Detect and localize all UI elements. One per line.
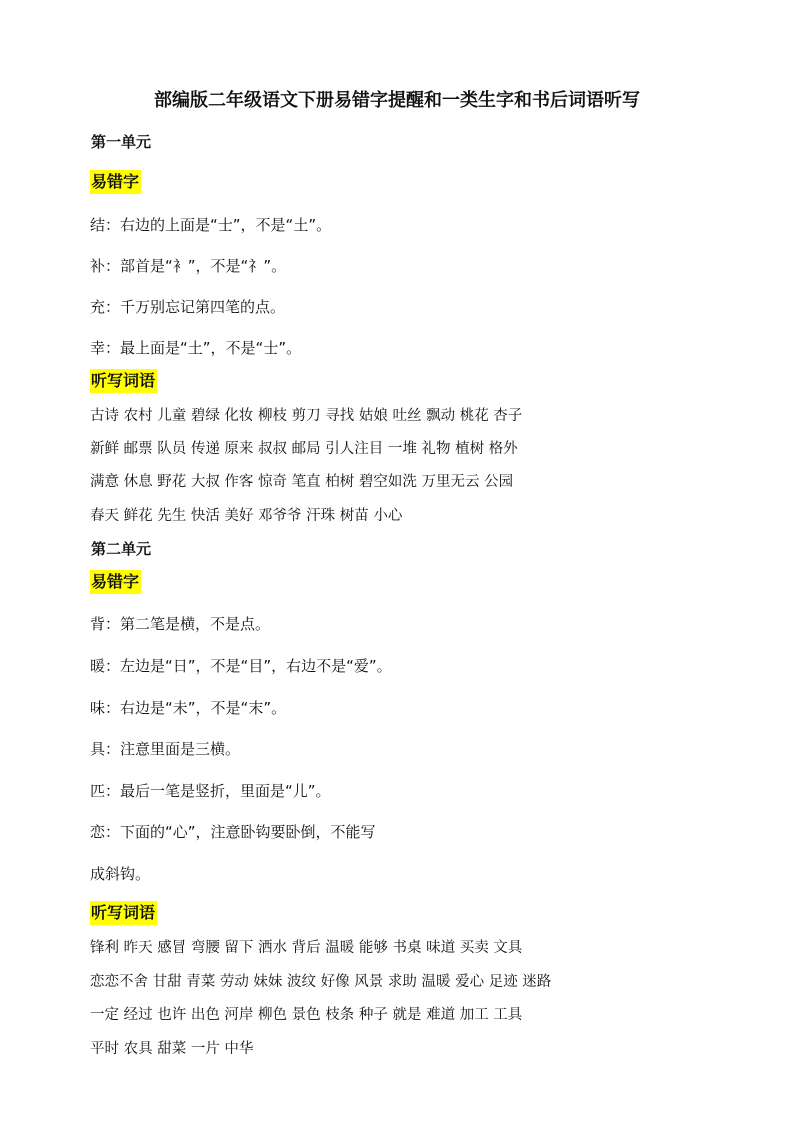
unit-2-heading: 第二单元 (91, 540, 152, 558)
unit-2-error-line: 具：注意里面是三横。 (90, 740, 241, 758)
unit-2-word-row: 锋利 昨天 感冒 弯腰 留下 洒水 背后 温暖 能够 书桌 味道 买卖 文具 (90, 940, 523, 956)
unit-1-error-line: 结：右边的上面是“士”，不是“土”。 (90, 216, 332, 234)
unit-1-word-row: 春天 鲜花 先生 快活 美好 邓爷爷 汗珠 树苗 小心 (90, 508, 403, 524)
unit-1-word-row: 新鲜 邮票 队员 传递 原来 叔叔 邮局 引人注目 一堆 礼物 植树 格外 (90, 441, 518, 457)
unit-2-errors-label: 易错字 (90, 570, 141, 594)
unit-2-word-row: 平时 农具 甜菜 一片 中华 (90, 1041, 254, 1057)
unit-1-error-line: 幸：最上面是“土”，不是“士”。 (90, 339, 302, 357)
unit-1-dictation-label: 听写词语 (90, 369, 157, 393)
unit-1-error-line: 充：千万别忘记第四笔的点。 (90, 298, 286, 316)
unit-2-error-line: 背：第二笔是横，不是点。 (90, 615, 271, 633)
unit-2-error-line: 成斜钩。 (90, 865, 151, 883)
unit-2-error-line: 味：右边是“未”，不是“末”。 (90, 699, 287, 717)
unit-1-heading: 第一单元 (91, 133, 152, 151)
unit-1-error-line: 补：部首是“衤”，不是“礻”。 (90, 257, 287, 275)
unit-1-word-row: 满意 休息 野花 大叔 作客 惊奇 笔直 柏树 碧空如洗 万里无云 公园 (90, 474, 514, 490)
document-title: 部编版二年级语文下册易错字提醒和一类生字和书后词语听写 (154, 90, 640, 111)
unit-2-error-line: 匹：最后一笔是竖折，里面是“儿”。 (90, 782, 331, 800)
unit-2-word-row: 一定 经过 也许 出色 河岸 柳色 景色 枝条 种子 就是 难道 加工 工具 (90, 1007, 523, 1023)
unit-2-word-row: 恋恋不舍 甘甜 青菜 劳动 妹妹 波纹 好像 风景 求助 温暖 爱心 足迹 迷路 (90, 974, 552, 990)
unit-1-word-row: 古诗 农村 儿童 碧绿 化妆 柳枝 剪刀 寻找 姑娘 吐丝 飘动 桃花 杏子 (90, 408, 523, 424)
unit-2-error-line: 恋：下面的“心”，注意卧钩要卧倒，不能写 (90, 823, 376, 841)
unit-2-error-line: 暖：左边是“日”，不是“目”，右边不是“爱”。 (90, 657, 392, 675)
unit-1-errors-label: 易错字 (90, 170, 141, 194)
unit-2-dictation-label: 听写词语 (90, 901, 157, 925)
